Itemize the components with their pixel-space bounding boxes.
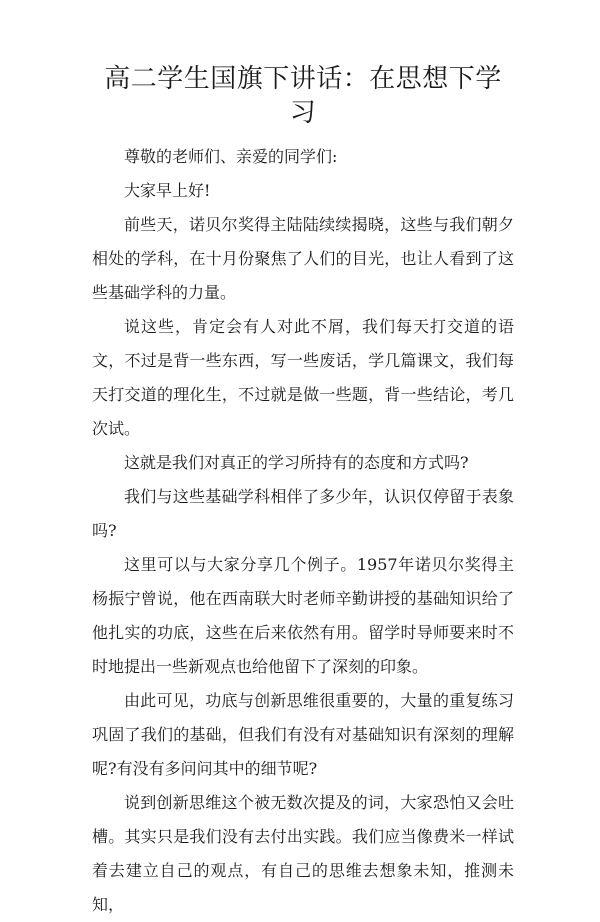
body-paragraph: 前些天，诺贝尔奖得主陆陆续续揭晓，这些与我们朝夕相处的学科，在十月份聚焦了人们的目光，也让人看到了这些基础学科的力量。: [92, 215, 514, 302]
body-paragraph: 这里可以与大家分享几个例子。1957年诺贝尔奖得主杨振宁曾说，他在西南联大时老师辛勤讲授的基础知识给了他扎实的功底，这些在后来依然有用。留学时导师要来时不时地提出一些新观点也给他留下了深刻的印象。: [92, 555, 514, 676]
greeting-paragraph: 大家早上好!: [124, 181, 211, 200]
document-title: 高二学生国旗下讲话：在思想下学习: [104, 64, 502, 128]
body-paragraph: 说到创新思维这个被无数次提及的词，大家恐怕又会吐槽。其实只是我们没有去付出实践。我们应当像费米一样试着去建立自己的观点，有自己的思维去想象未知，推测未知，: [92, 793, 514, 914]
salutation-paragraph: 尊敬的老师们、亲爱的同学们:: [124, 147, 338, 166]
body-paragraph: 由此可见，功底与创新思维很重要的，大量的重复练习巩固了我们的基础，但我们有没有对基础知识有深刻的理解呢?有没有多问问其中的细节呢?: [92, 691, 514, 778]
body-paragraph: 我们与这些基础学科相伴了多少年，认识仅停留于表象吗?: [92, 487, 514, 540]
body-paragraph: 说这些，肯定会有人对此不屑，我们每天打交道的语文，不过是背一些东西，写一些废话，学几篇课文，我们每天打交道的理化生，不过就是做一些题，背一些结论，考几次试。: [92, 317, 514, 438]
body-paragraph: 这就是我们对真正的学习所持有的态度和方式吗?: [124, 453, 469, 472]
